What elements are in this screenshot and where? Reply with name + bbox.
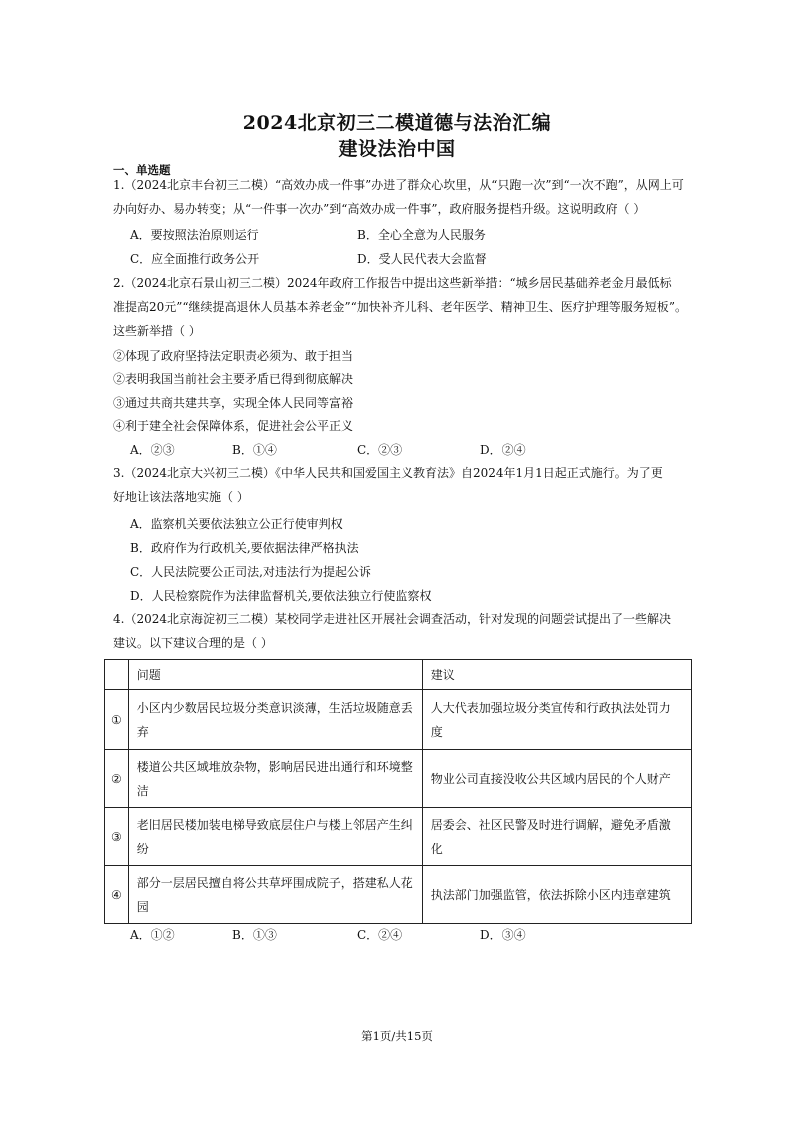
question-2-statement-1: ②体现了政府坚持法定职责必须为、敢于担当 xyxy=(113,349,354,363)
table-row-number: ① xyxy=(105,690,129,750)
question-2-statement-3: ③通过共商共建共享，实现全体人民同等富裕 xyxy=(113,396,354,410)
table-cell-text: 洁 xyxy=(136,783,149,798)
table-cell-text: 物业公司直接没收公共区域内居民的个人财产 xyxy=(430,771,671,786)
question-2-option-b: B．①④ xyxy=(232,443,277,457)
table-cell-problem xyxy=(128,690,422,750)
table-cell-text: 居委会、社区民警及时进行调解，避免矛盾激 xyxy=(430,817,671,832)
question-4 xyxy=(113,607,693,655)
survey-table xyxy=(104,659,692,924)
question-3 xyxy=(113,461,693,509)
question-4-option-c: C．②④ xyxy=(357,928,403,942)
table-header-row xyxy=(105,660,692,690)
table-cell-advice xyxy=(422,750,691,808)
question-4-option-b: B．①③ xyxy=(232,928,277,942)
table-cell-problem xyxy=(128,750,422,808)
table-cell-text: 园 xyxy=(136,899,149,914)
question-4-line-2: 建议。以下建议合理的是（ ） xyxy=(113,636,273,650)
question-2-option-a: A．②③ xyxy=(130,443,175,457)
table-row xyxy=(105,690,692,750)
question-4-option-d: D．③④ xyxy=(480,928,526,942)
table-cell-text: 老旧居民楼加装电梯导致底层住户与楼上邻居产生纠 xyxy=(136,817,413,832)
question-1-line-1: 1.（2024北京丰台初三二模）“高效办成一件事”办进了群众心坎里，从“只跑一次”到“一次不跑”，从网上可 xyxy=(113,178,684,192)
question-3-option-b: B．政府作为行政机关,要依据法律严格执法 xyxy=(130,541,359,555)
question-4-option-a: A．①② xyxy=(130,928,175,942)
question-3-option-d: D．人民检察院作为法律监督机关,要依法独立行使监察权 xyxy=(130,589,432,603)
question-3-line-1: 3.（2024北京大兴初三二模）《中华人民共和国爱国主义教育法》自2024年1月1日起正式施行。为了更 xyxy=(113,466,663,480)
table-cell-advice xyxy=(422,690,691,750)
question-3-line-2: 好地让该法落地实施（ ） xyxy=(113,490,249,504)
question-1-option-b: B．全心全意为人民服务 xyxy=(357,228,486,242)
question-2-line-2: 准提高20元”“继续提高退休人员基本养老金”“加快补齐儿科、老年医学、精神卫生、医疗护理等服务短板”。 xyxy=(113,300,687,314)
question-2-statement-2: ②表明我国当前社会主要矛盾已得到彻底解决 xyxy=(113,372,354,386)
table-row-number: ④ xyxy=(105,866,129,924)
question-1-line-2: 办向好办、易办转变；从“一件事一次办”到“高效办成一件事”，政府服务提档升级。这说明政府（ ） xyxy=(113,202,646,216)
table-header-cell xyxy=(105,660,129,690)
section-heading: 一、单选题 xyxy=(113,163,171,177)
table-row-number: ③ xyxy=(105,808,129,866)
table-cell-problem xyxy=(128,808,422,866)
table-cell-text: 化 xyxy=(430,841,443,856)
table-cell-text: 部分一层居民擅自将公共草坪围成院子，搭建私人花 xyxy=(136,875,413,890)
table-cell-text: 纷 xyxy=(136,841,149,856)
document-subtitle: 建设法治中国 xyxy=(338,138,456,160)
question-1 xyxy=(113,173,693,221)
question-2-line-1: 2.（2024北京石景山初三二模）2024年政府工作报告中提出这些新举措：“城乡居民基础养老金月最低标 xyxy=(113,276,672,290)
table-row xyxy=(105,808,692,866)
question-4-line-1: 4.（2024北京海淀初三二模）某校同学走进社区开展社会调查活动，针对发现的问题尝试提出了一些解决 xyxy=(113,612,671,626)
page-number-footer: 第1页/共15页 xyxy=(361,1029,433,1043)
table-cell-text: 小区内少数居民垃圾分类意识淡薄，生活垃圾随意丢 xyxy=(136,700,413,715)
table-cell-text: 执法部门加强监管，依法拆除小区内违章建筑 xyxy=(430,887,671,902)
table-cell-text: 度 xyxy=(430,724,443,739)
table-row-number: ② xyxy=(105,750,129,808)
table-row xyxy=(105,866,692,924)
question-2 xyxy=(113,271,693,343)
table-cell-advice xyxy=(422,866,691,924)
question-1-option-a: A．要按照法治原则运行 xyxy=(130,228,259,242)
table-cell-advice xyxy=(422,808,691,866)
table-cell-text: 弃 xyxy=(136,724,149,739)
table-cell-problem xyxy=(128,866,422,924)
document-title: 2024北京初三二模道德与法治汇编 xyxy=(242,112,552,134)
question-2-statement-4: ④利于建全社会保障体系，促进社会公平正义 xyxy=(113,419,354,433)
question-1-option-c: C．应全面推行政务公开 xyxy=(130,252,260,266)
table-header-advice: 建议 xyxy=(422,660,691,690)
table-cell-text: 楼道公共区域堆放杂物，影响居民进出通行和环境整 xyxy=(136,759,413,774)
table-row xyxy=(105,750,692,808)
table-header-problem: 问题 xyxy=(128,660,422,690)
question-3-option-c: C．人民法院要公正司法,对违法行为提起公诉 xyxy=(130,565,371,579)
question-1-option-d: D．受人民代表大会监督 xyxy=(357,252,487,266)
question-2-option-d: D．②④ xyxy=(480,443,526,457)
question-2-line-3: 这些新举措（ ） xyxy=(113,324,201,338)
question-2-option-c: C．②③ xyxy=(357,443,403,457)
question-3-option-a: A．监察机关要依法独立公正行使审判权 xyxy=(130,517,343,531)
table-cell-text: 人大代表加强垃圾分类宣传和行政执法处罚力 xyxy=(430,700,671,715)
